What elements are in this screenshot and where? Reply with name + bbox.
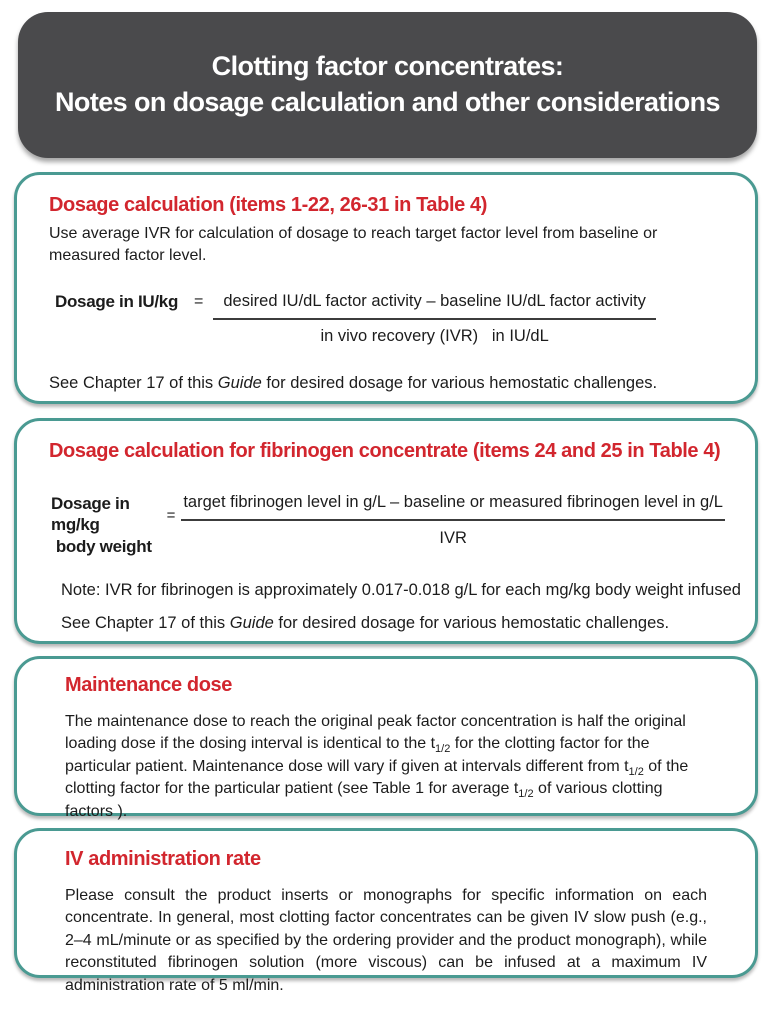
see-note-post: for desired dosage for various hemostatic challenges. (261, 373, 658, 392)
fraction-numerator: desired IU/dL factor activity – baseline IU/dL factor activity (213, 292, 655, 320)
half-life-subscript: 1/2 (435, 743, 451, 756)
section-iv-administration-rate (14, 828, 758, 994)
guide-italic: Guide (229, 613, 274, 632)
maintenance-body (65, 711, 703, 823)
see-note-post: for desired dosage for various hemostatic challenges. (273, 613, 670, 632)
title-line-1: Clotting factor concentrates: (211, 51, 564, 82)
title-line-2: Notes on dosage calculation and other considerations (55, 87, 720, 117)
formula-lhs-line1: Dosage in mg/kg (51, 494, 130, 535)
formula-lhs-line2: body weight (55, 536, 152, 556)
fraction-denominator: in vivo recovery (IVR) in IU/dL (320, 326, 549, 345)
see-note-pre: See Chapter 17 of this (61, 613, 230, 632)
half-life-subscript: 1/2 (628, 765, 644, 778)
formula-lhs (49, 493, 157, 557)
formula-lhs: Dosage in IU/kg (55, 291, 179, 311)
maintenance-text-6: of various clotting factors ). (65, 780, 663, 820)
ivr-note: Note: IVR for fibrinogen is approximately 0.017-0.018 g/L for each mg/kg body weight infused (61, 580, 741, 599)
dosage-calculation-heading: Dosage calculation (items 1-22, 26-31 in Table 4) (49, 194, 487, 216)
fraction-numerator: target fibrinogen level in g/L – baseline or measured fibrinogen level in g/L (181, 493, 725, 521)
section-fibrinogen-calculation (14, 418, 758, 644)
section-maintenance-dose (14, 656, 758, 820)
guide-italic: Guide (217, 373, 262, 392)
fraction-denominator: IVR (439, 529, 467, 547)
fraction (181, 493, 725, 548)
see-note-pre: See Chapter 17 of this (49, 373, 218, 392)
maintenance-text-2: for the clotting factor for the particular patient. Maintenance dose will vary if given at intervals different from t (65, 735, 650, 775)
dosage-intro-text: Use average IVR for calculation of dosage to reach target factor level from baseline or measured factor level. (49, 225, 658, 265)
equals-sign: = (166, 507, 176, 524)
fraction (213, 292, 655, 346)
maintenance-text-4: of the clotting factor for the particular patient (see Table 1 for average t (65, 757, 689, 798)
maintenance-heading: Maintenance dose (65, 674, 232, 696)
section-dosage-calculation (14, 172, 758, 404)
dosage-formula (49, 292, 719, 346)
iv-rate-body: Please consult the product inserts or monographs for specific information on each concentrate. In general, most clotting factor concentrates can be given IV slow push (e.g., 2–4 mL/minute or as specified by the ordering provider and the product monograph), while reconstituted fibrinogen solution (more viscous) can be infused at a maximum IV administration rate of 5 ml/min. (65, 887, 707, 994)
maintenance-text-0: The maintenance dose to reach the original peak factor concentration is half the original loading dose if the dosing interval is identical to the t (65, 713, 686, 753)
half-life-subscript: 1/2 (518, 788, 534, 801)
fibrinogen-formula (49, 493, 725, 557)
equals-sign: = (194, 292, 204, 310)
title-banner (18, 12, 757, 158)
see-chapter-note (49, 374, 719, 393)
fibrinogen-heading: Dosage calculation for fibrinogen concentrate (items 24 and 25 in Table 4) (49, 440, 721, 462)
see-chapter-note (61, 614, 725, 633)
iv-rate-heading: IV administration rate (65, 848, 261, 870)
